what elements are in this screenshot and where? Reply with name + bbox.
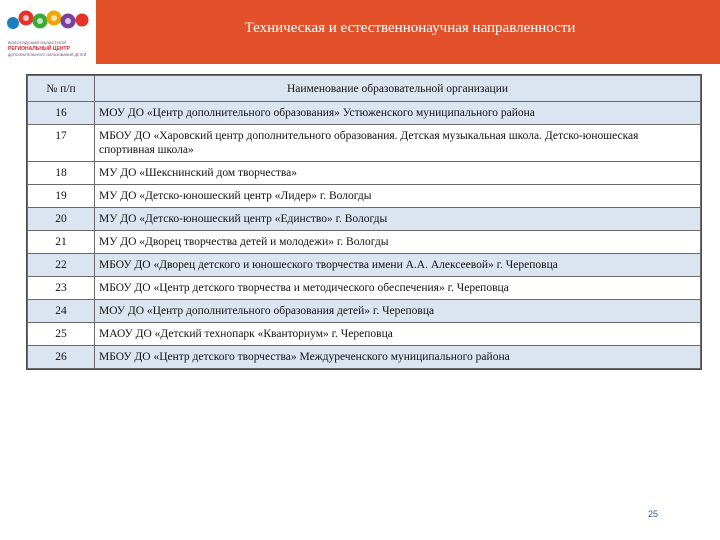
row-number: 22 [28,254,95,277]
organization-name: МБОУ ДО «Центр детского творчества» Междуреченского муниципального района [95,346,701,369]
page-title: Техническая и естественнонаучная направленности [244,20,576,36]
row-number: 26 [28,346,95,369]
table-header-row [28,76,701,102]
column-header-name: Наименование образовательной организации [95,76,701,102]
column-header-number: № п/п [28,76,95,102]
table-row [28,102,701,125]
row-number: 19 [28,185,95,208]
table-row [28,125,701,162]
organization-name: МАОУ ДО «Детский технопарк «Кванториум» г. Череповца [95,323,701,346]
row-number: 18 [28,162,95,185]
organization-name: МБОУ ДО «Дворец детского и юношеского творчества имени А.А. Алексеевой» г. Череповца [95,254,701,277]
table-row [28,162,701,185]
logo-text-line3: ДОПОЛНИТЕЛЬНОГО ОБРАЗОВАНИЯ ДЕТЕЙ [8,53,87,57]
logo-emblem-icon [6,6,90,36]
organization-name: МУ ДО «Дворец творчества детей и молодежи» г. Вологды [95,231,701,254]
table-row [28,300,701,323]
logo-text-line1: ВОЛОГОДСКИЙ ОБЛАСТНОЙ [8,40,67,45]
row-number: 21 [28,231,95,254]
row-number: 23 [28,277,95,300]
row-number: 16 [28,102,95,125]
organization-name: МБОУ ДО «Центр детского творчества и методического обеспечения» г. Череповца [95,277,701,300]
organization-name: МУ ДО «Детско-юношеский центр «Единство» г. Вологды [95,208,701,231]
logo [0,0,96,64]
row-number: 25 [28,323,95,346]
page-number: 25 [648,509,659,519]
organization-name: МУ ДО «Шекснинский дом творчества» [95,162,701,185]
logo-text-line2: РЕГИОНАЛЬНЫЙ ЦЕНТР [8,46,70,52]
table-row [28,277,701,300]
table-row [28,185,701,208]
table-row [28,208,701,231]
table-row [28,231,701,254]
table-row [28,346,701,369]
organization-name: МБОУ ДО «Харовский центр дополнительного образования. Детская музыкальная школа. Детско-юношеская спортивная школа» [95,125,701,162]
organization-name: МОУ ДО «Центр дополнительного образования» Устюженского муниципального района [95,102,701,125]
table-row [28,323,701,346]
row-number: 20 [28,208,95,231]
organization-name: МУ ДО «Детско-юношеский центр «Лидер» г. Вологды [95,185,701,208]
row-number: 24 [28,300,95,323]
organization-name: МОУ ДО «Центр дополнительного образования детей» г. Череповца [95,300,701,323]
row-number: 17 [28,125,95,162]
table-row [28,254,701,277]
organizations-table [26,74,702,370]
